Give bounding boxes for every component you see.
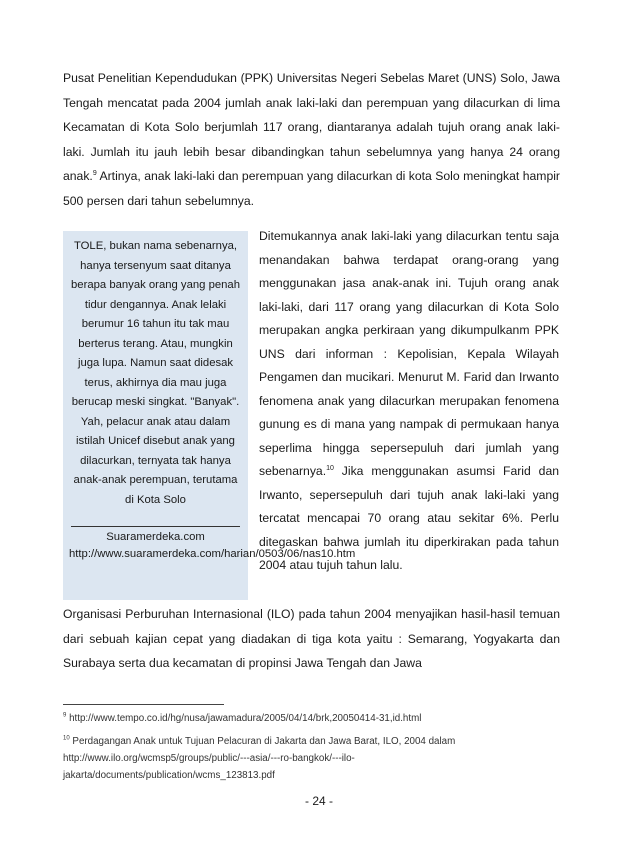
body-paragraph-2 — [259, 225, 559, 578]
paragraph-text: Jika menggunakan asumsi Farid dan Irwanto, sepersepuluh dari tujuh anak laki-laki yang tercatat mencapai 70 orang atau sekitar 6%. Perlu ditegaskan bahwa jumlah itu diperkirakan pada tahun 2004 atau tujuh tahun lalu. — [259, 464, 559, 572]
sidebar-source-name: Suaramerdeka.com — [106, 531, 205, 543]
sidebar-source-url[interactable]: http://www.suaramerdeka.com/harian/0503/06/nas10.htm — [69, 548, 356, 560]
page-number: - 24 - — [304, 794, 333, 808]
footnote-text[interactable]: http://www.tempo.co.id/hg/nusa/jawamadura/2005/04/14/brk,20050414-31,id.html — [66, 713, 422, 724]
sidebar-quote: TOLE, bukan nama sebenarnya, hanya tersenyum saat ditanya berapa banyak orang yang penah tidur dengannya. Anak lelaki berumur 16 tahun itu tak mau berterus terang. Atau, mungkin juga lupa. Namun saat didesak terus, akhirnya dia mau juga berucap meski singkat. "Banyak". Yah, pelacur anak atau dalam istilah Unicef disebut anak yang dilacurkan, ternyata tak hanya anak-anak perempuan, terutama di Kota Solo — [71, 240, 240, 506]
paragraph-text: Artinya, anak laki-laki dan perempuan yang dilacurkan di kota Solo meningkat hampir 500 persen dari tahun sebelumnya. — [63, 169, 560, 208]
footnote-ref-9[interactable]: 9 — [92, 170, 97, 178]
sidebar-source — [69, 529, 356, 563]
footnote-10 — [63, 733, 560, 784]
footnote-text[interactable]: Perdagangan Anak untuk Tujuan Pelacuran di Jakarta dan Jawa Barat, ILO, 2004 dalam http://www.ilo.org/wcmsp5/groups/public/---asia/---ro-bangkok/---ilo-jakarta/documents/publication/wcms_123813.pdf — [63, 736, 456, 781]
sidebar-divider — [71, 526, 240, 527]
body-paragraph-3: Organisasi Perburuhan Internasional (ILO) pada tahun 2004 menyajikan hasil-hasil temuan dari sebuah kajian cepat yang diadakan di tiga kota yaitu : Semarang, Yogyakarta dan Surabaya serta dua kecamatan di propinsi Jawa Tengah dan Jawa — [63, 607, 560, 671]
footnote-9 — [63, 710, 560, 727]
footnote-ref-10[interactable]: 10 — [326, 464, 334, 472]
footnote-separator — [63, 704, 224, 705]
paragraph-text: Ditemukannya anak laki-laki yang dilacurkan tentu saja menandakan bahwa terdapat orang-orang yang menggunakan jasa anak-anak ini. Tujuh orang anak laki-laki, dari 117 orang yang dilacurkan di Kota Solo merupakan angka perkiraan yang dikumpulkanm PPK UNS dari informan : Kepolisian, Kepala Wilayah Pengamen dan mucikari. Menurut M. Farid dan Irwanto fenomena anak yang dilacurkan merupakan fenomena gunung es di mana yang nampak di permukaan hanya seperlima hingga sepersepuluh dari jumlah yang sebenarnya. — [259, 229, 559, 478]
footnote-number: 10 — [63, 735, 70, 742]
paragraph-text: Pusat Penelitian Kependudukan (PPK) Universitas Negeri Sebelas Maret (UNS) Solo, Jawa Tengah mencatat pada 2004 jumlah anak laki-laki dan perempuan yang dilacurkan di lima Kecamatan di Kota Solo berjumlah 117 orang, diantaranya adalah tujuh orang anak laki-laki. Jumlah itu jauh lebih besar dibandingkan tahun sebelumnya yang hanya 24 orang anak. — [63, 71, 560, 184]
body-paragraph-1 — [63, 66, 560, 214]
sidebar-quote-box — [63, 231, 356, 600]
footnote-number: 9 — [63, 712, 67, 719]
